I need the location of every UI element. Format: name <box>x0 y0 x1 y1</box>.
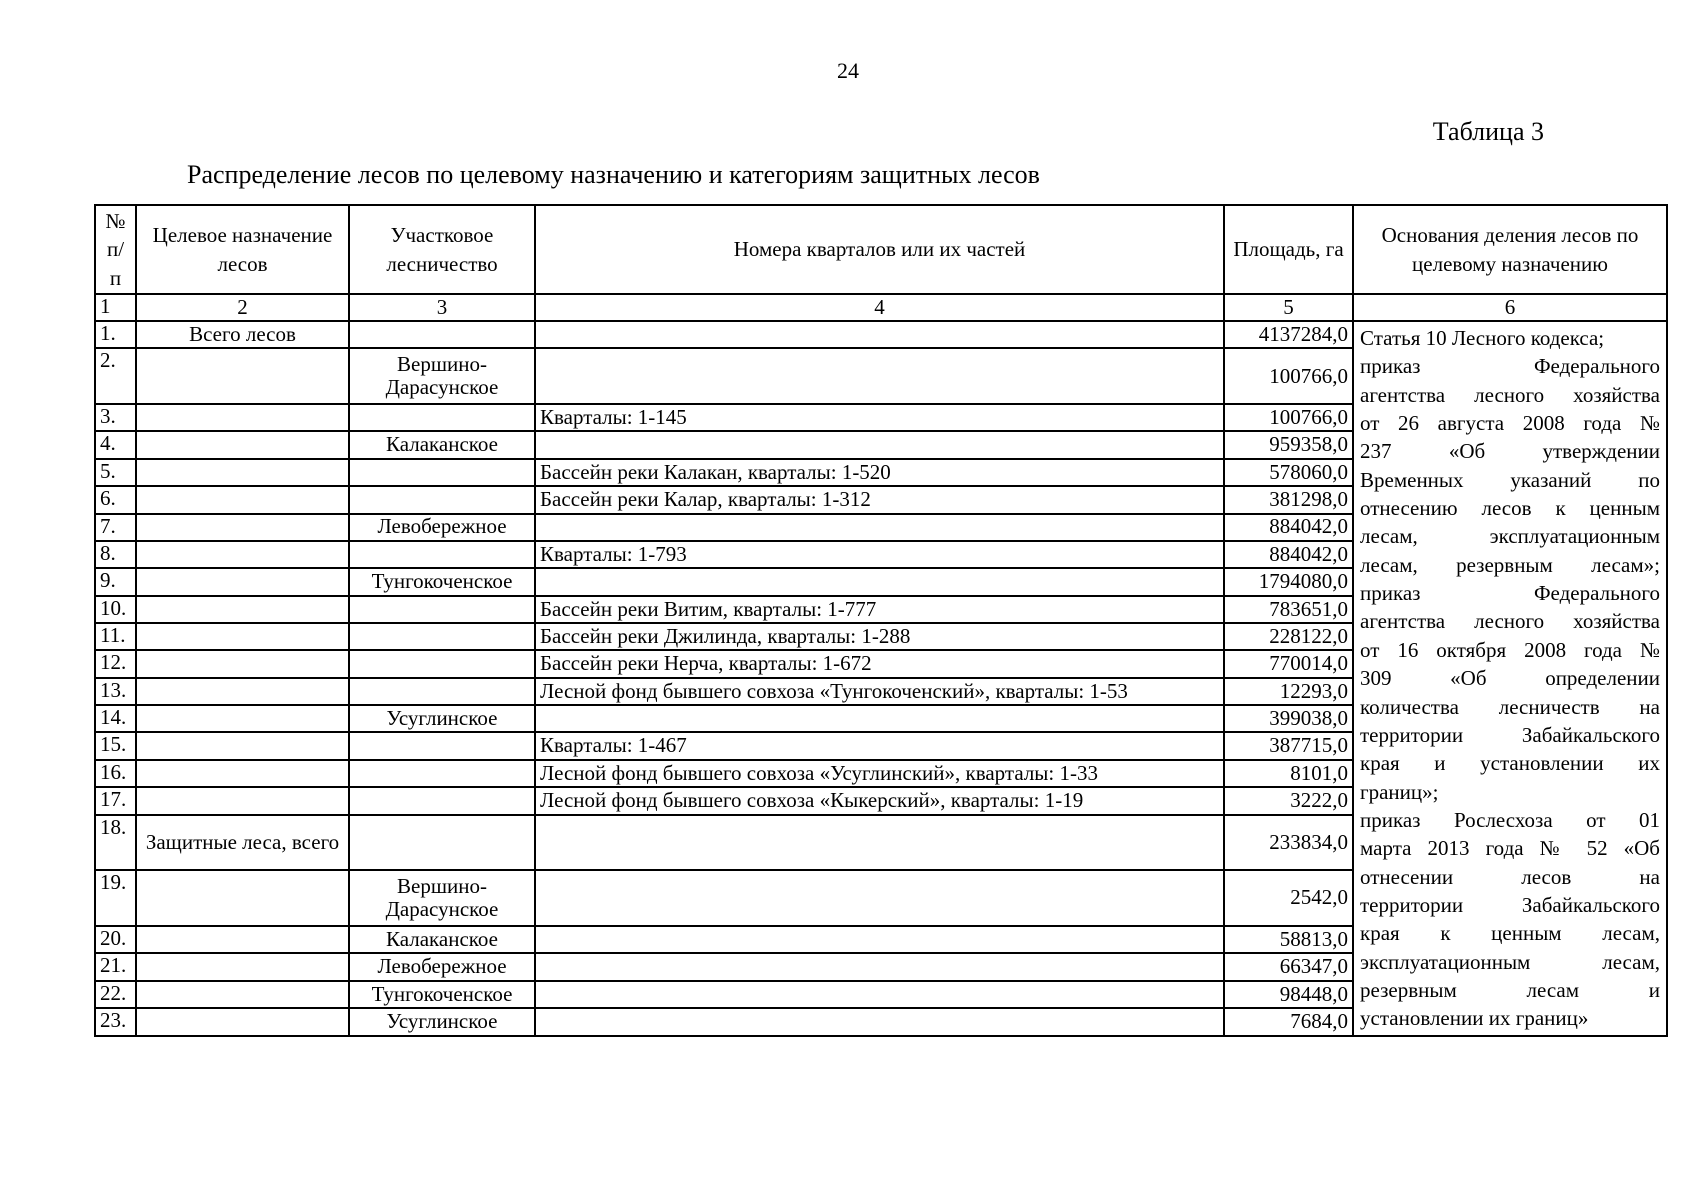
basis-line: Временных указаний по <box>1360 467 1660 492</box>
row-forestry: Левобережное <box>349 953 535 980</box>
column-number: 5 <box>1224 294 1353 321</box>
header-quarters: Номера кварталов или их частей <box>535 205 1224 294</box>
row-quarters <box>535 953 1224 980</box>
basis-line: от 16 октября 2008 года № <box>1360 637 1660 662</box>
row-forestry <box>349 815 535 871</box>
basis-cell <box>1353 321 1667 1036</box>
row-purpose <box>136 459 349 486</box>
row-quarters <box>535 514 1224 541</box>
row-purpose <box>136 348 349 404</box>
row-number: 17. <box>95 787 136 814</box>
row-purpose: Всего лесов <box>136 321 349 348</box>
row-number: 21. <box>95 953 136 980</box>
basis-line: марта 2013 года № 52 «Об <box>1360 836 1660 861</box>
row-forestry <box>349 486 535 513</box>
row-purpose <box>136 568 349 595</box>
row-number: 16. <box>95 760 136 787</box>
row-purpose <box>136 760 349 787</box>
row-number: 4. <box>95 431 136 458</box>
row-area: 399038,0 <box>1224 705 1353 732</box>
column-number: 2 <box>136 294 349 321</box>
forest-distribution-table <box>94 204 1668 1037</box>
row-forestry: Вершино-Дарасунское <box>349 348 535 404</box>
table-title: Распределение лесов по целевому назначению и категориям защитных лесов <box>187 160 1040 189</box>
row-quarters: Лесной фонд бывшего совхоза «Тунгокоченский», кварталы: 1-53 <box>535 678 1224 705</box>
row-quarters: Бассейн реки Джилинда, кварталы: 1-288 <box>535 623 1224 650</box>
header-basis: Основания деления лесов по целевому назначению <box>1353 205 1667 294</box>
column-number: 4 <box>535 294 1224 321</box>
row-quarters <box>535 705 1224 732</box>
row-area: 387715,0 <box>1224 732 1353 759</box>
row-quarters: Бассейн реки Калакан, кварталы: 1-520 <box>535 459 1224 486</box>
basis-line: эксплуатационным лесам, <box>1360 949 1660 974</box>
basis-line: агентства лесного хозяйства <box>1360 609 1660 634</box>
basis-line: от 26 августа 2008 года № <box>1360 411 1660 436</box>
basis-line: Статья 10 Лесного кодекса; <box>1360 326 1605 351</box>
row-area: 228122,0 <box>1224 623 1353 650</box>
row-forestry <box>349 678 535 705</box>
row-number: 7. <box>95 514 136 541</box>
row-area: 98448,0 <box>1224 981 1353 1008</box>
row-quarters <box>535 815 1224 871</box>
row-quarters <box>535 1008 1224 1036</box>
row-area: 1794080,0 <box>1224 568 1353 595</box>
basis-line: отнесении лесов на <box>1360 864 1660 889</box>
row-number: 5. <box>95 459 136 486</box>
row-purpose <box>136 596 349 623</box>
row-quarters: Лесной фонд бывшего совхоза «Усуглинский», кварталы: 1-33 <box>535 760 1224 787</box>
row-forestry <box>349 459 535 486</box>
row-forestry: Тунгокоченское <box>349 568 535 595</box>
row-number: 12. <box>95 650 136 677</box>
row-area: 4137284,0 <box>1224 321 1353 348</box>
row-purpose <box>136 650 349 677</box>
row-forestry: Калаканское <box>349 431 535 458</box>
row-number: 13. <box>95 678 136 705</box>
row-number: 6. <box>95 486 136 513</box>
row-area: 12293,0 <box>1224 678 1353 705</box>
row-area: 233834,0 <box>1224 815 1353 871</box>
row-area: 7684,0 <box>1224 1008 1353 1036</box>
row-purpose <box>136 541 349 568</box>
basis-line: резервным лесам и <box>1360 977 1660 1002</box>
header-area: Площадь, га <box>1224 205 1353 294</box>
row-area: 3222,0 <box>1224 787 1353 814</box>
basis-line: приказ Федерального <box>1360 354 1660 379</box>
basis-line: лесам, резервным лесам»; <box>1360 552 1660 577</box>
row-purpose <box>136 787 349 814</box>
row-number: 8. <box>95 541 136 568</box>
row-number: 20. <box>95 926 136 953</box>
row-quarters <box>535 431 1224 458</box>
row-number: 14. <box>95 705 136 732</box>
row-purpose: Защитные леса, всего <box>136 815 349 871</box>
row-quarters: Бассейн реки Калар, кварталы: 1-312 <box>535 486 1224 513</box>
row-quarters: Лесной фонд бывшего совхоза «Кыкерский», кварталы: 1-19 <box>535 787 1224 814</box>
row-area: 8101,0 <box>1224 760 1353 787</box>
row-area: 884042,0 <box>1224 514 1353 541</box>
row-area: 770014,0 <box>1224 650 1353 677</box>
row-number: 11. <box>95 623 136 650</box>
row-forestry: Вершино-Дарасунское <box>349 870 535 926</box>
row-purpose <box>136 953 349 980</box>
row-quarters: Кварталы: 1-145 <box>535 404 1224 431</box>
basis-line: территории Забайкальского <box>1360 892 1660 917</box>
row-quarters: Кварталы: 1-467 <box>535 732 1224 759</box>
basis-line: отнесению лесов к ценным <box>1360 496 1660 521</box>
row-quarters <box>535 926 1224 953</box>
row-number: 2. <box>95 348 136 404</box>
page-number: 24 <box>837 58 859 83</box>
row-number: 10. <box>95 596 136 623</box>
column-number: 1 <box>95 294 136 321</box>
column-number: 6 <box>1353 294 1667 321</box>
row-quarters <box>535 321 1224 348</box>
column-numbers-row <box>95 294 1667 321</box>
row-number: 9. <box>95 568 136 595</box>
row-purpose <box>136 926 349 953</box>
row-forestry <box>349 650 535 677</box>
row-forestry: Усуглинское <box>349 1008 535 1036</box>
row-purpose <box>136 623 349 650</box>
basis-line: границ»; <box>1360 779 1439 804</box>
row-purpose <box>136 732 349 759</box>
row-purpose <box>136 1008 349 1036</box>
row-forestry: Усуглинское <box>349 705 535 732</box>
row-forestry <box>349 404 535 431</box>
row-purpose <box>136 514 349 541</box>
row-forestry: Калаканское <box>349 926 535 953</box>
row-quarters <box>535 870 1224 926</box>
row-quarters: Бассейн реки Нерча, кварталы: 1-672 <box>535 650 1224 677</box>
table-label: Таблица 3 <box>1432 117 1544 146</box>
row-quarters <box>535 348 1224 404</box>
basis-line: агентства лесного хозяйства <box>1360 382 1660 407</box>
row-forestry <box>349 760 535 787</box>
row-forestry <box>349 787 535 814</box>
row-number: 1. <box>95 321 136 348</box>
row-area: 959358,0 <box>1224 431 1353 458</box>
row-area: 783651,0 <box>1224 596 1353 623</box>
row-forestry: Левобережное <box>349 514 535 541</box>
basis-line: края к ценным лесам, <box>1360 921 1660 946</box>
header-row <box>95 205 1667 294</box>
row-purpose <box>136 705 349 732</box>
header-purpose: Целевое назначение лесов <box>136 205 349 294</box>
row-forestry <box>349 541 535 568</box>
header-forestry: Участковое лесничество <box>349 205 535 294</box>
row-purpose <box>136 404 349 431</box>
row-forestry <box>349 321 535 348</box>
header-num: № п/ п <box>95 205 136 294</box>
row-purpose <box>136 431 349 458</box>
row-number: 22. <box>95 981 136 1008</box>
basis-line: края и установлении их <box>1360 751 1660 776</box>
row-area: 884042,0 <box>1224 541 1353 568</box>
basis-line: территории Забайкальского <box>1360 722 1660 747</box>
row-area: 66347,0 <box>1224 953 1353 980</box>
basis-line: установлении их границ» <box>1360 1006 1589 1031</box>
row-number: 3. <box>95 404 136 431</box>
basis-line: лесам, эксплуатационным <box>1360 524 1660 549</box>
row-quarters <box>535 568 1224 595</box>
row-forestry <box>349 623 535 650</box>
row-number: 18. <box>95 815 136 871</box>
row-purpose <box>136 981 349 1008</box>
row-forestry <box>349 732 535 759</box>
row-number: 19. <box>95 870 136 926</box>
row-forestry <box>349 596 535 623</box>
row-area: 2542,0 <box>1224 870 1353 926</box>
basis-line: 237 «Об утверждении <box>1360 439 1660 464</box>
row-quarters: Бассейн реки Витим, кварталы: 1-777 <box>535 596 1224 623</box>
basis-line: приказ Федерального <box>1360 581 1660 606</box>
row-number: 23. <box>95 1008 136 1036</box>
row-area: 578060,0 <box>1224 459 1353 486</box>
row-area: 100766,0 <box>1224 348 1353 404</box>
row-quarters <box>535 981 1224 1008</box>
row-number: 15. <box>95 732 136 759</box>
row-area: 58813,0 <box>1224 926 1353 953</box>
row-purpose <box>136 486 349 513</box>
row-area: 100766,0 <box>1224 404 1353 431</box>
row-quarters: Кварталы: 1-793 <box>535 541 1224 568</box>
basis-line: приказ Рослесхоза от 01 <box>1360 807 1660 832</box>
basis-line: количества лесничеств на <box>1360 694 1660 719</box>
row-purpose <box>136 870 349 926</box>
row-purpose <box>136 678 349 705</box>
row-forestry: Тунгокоченское <box>349 981 535 1008</box>
table-row <box>95 321 1667 348</box>
column-number: 3 <box>349 294 535 321</box>
row-area: 381298,0 <box>1224 486 1353 513</box>
basis-line: 309 «Об определении <box>1360 666 1660 691</box>
